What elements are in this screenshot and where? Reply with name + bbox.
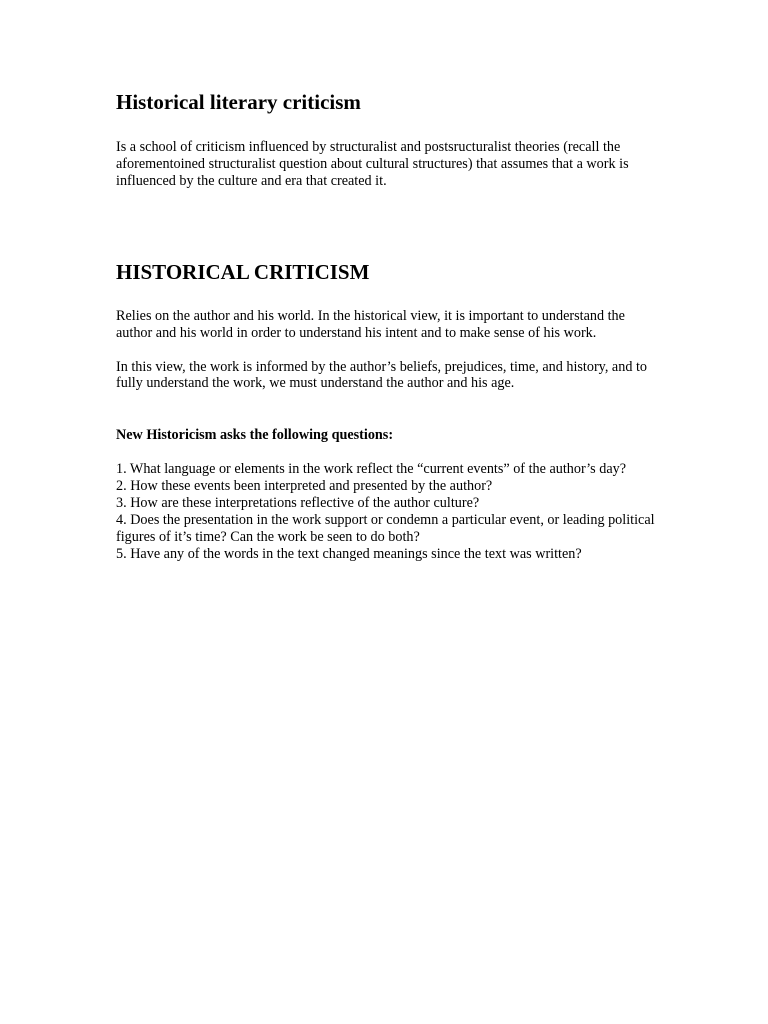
new-historicism-question-list: [116, 461, 661, 562]
question-item: 2. How these events been interpreted and presented by the author?: [116, 478, 493, 495]
question-item: 5. Have any of the words in the text changed meanings since the text was written?: [116, 545, 582, 562]
question-item: 3. How are these interpretations reflective of the author culture?: [116, 495, 480, 512]
new-historicism-heading: New Historicism asks the following questions:: [116, 427, 394, 444]
historical-criticism-paragraph-2: In this view, the work is informed by the author’s beliefs, prejudices, time, and history, and to fully understand the work, we must understand the author and his age.: [116, 358, 647, 392]
question-item: 4. Does the presentation in the work support or condemn a particular event, or leading political figures of it’s time? Can the work be seen to do both?: [116, 511, 655, 545]
question-item: 1. What language or elements in the work reflect the “current events” of the author’s day?: [116, 461, 627, 478]
historical-criticism-paragraph-1: Relies on the author and his world. In the historical view, it is important to understand the author and his world in order to understand his intent and to make sense of his work.: [116, 307, 625, 341]
historical-criticism-title: HISTORICAL CRITICISM: [116, 259, 370, 284]
intro-title: Historical literary criticism: [116, 90, 361, 114]
document-page: [116, 86, 661, 563]
intro-paragraph: Is a school of criticism influenced by structuralist and postsructuralist theories (recall the aforementoined structuralist question about cultural structures) that assumes that a work is influenced by the culture and era that created it.: [116, 139, 629, 189]
